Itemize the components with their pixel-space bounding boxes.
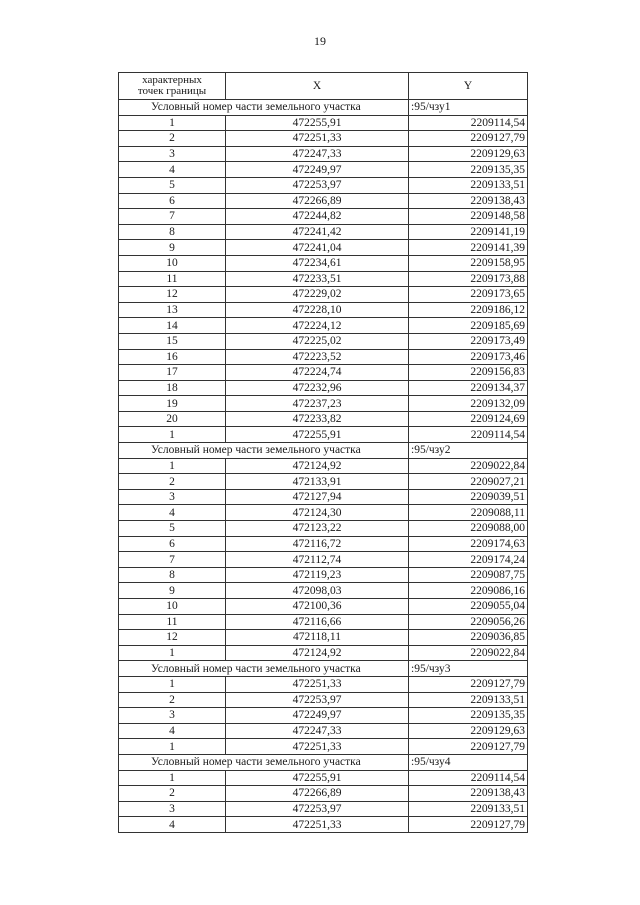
table-row bbox=[119, 162, 528, 178]
point-number-cell: 7 bbox=[119, 209, 226, 225]
y-coordinate-cell: 2209173,65 bbox=[409, 287, 528, 303]
point-number-cell: 1 bbox=[119, 676, 226, 692]
y-coordinate-cell: 2209129,63 bbox=[409, 146, 528, 162]
point-number-cell: 1 bbox=[119, 115, 226, 131]
x-coordinate-cell: 472244,82 bbox=[226, 209, 409, 225]
table-row bbox=[119, 458, 528, 474]
x-coordinate-cell: 472253,97 bbox=[226, 692, 409, 708]
y-coordinate-cell: 2209055,04 bbox=[409, 599, 528, 615]
y-coordinate-cell: 2209135,35 bbox=[409, 708, 528, 724]
table-row bbox=[119, 552, 528, 568]
point-number-cell: 8 bbox=[119, 567, 226, 583]
point-number-cell: 3 bbox=[119, 801, 226, 817]
x-coordinate-cell: 472224,12 bbox=[226, 318, 409, 334]
header-x: X bbox=[226, 73, 409, 100]
section-id: :95/чзу3 bbox=[409, 661, 528, 677]
point-number-cell: 8 bbox=[119, 224, 226, 240]
table-row bbox=[119, 536, 528, 552]
table-row bbox=[119, 723, 528, 739]
x-coordinate-cell: 472225,02 bbox=[226, 333, 409, 349]
table-row bbox=[119, 287, 528, 303]
table-row bbox=[119, 801, 528, 817]
table-row bbox=[119, 115, 528, 131]
x-coordinate-cell: 472133,91 bbox=[226, 474, 409, 490]
y-coordinate-cell: 2209132,09 bbox=[409, 396, 528, 412]
point-number-cell: 18 bbox=[119, 380, 226, 396]
point-number-cell: 12 bbox=[119, 630, 226, 646]
y-coordinate-cell: 2209036,85 bbox=[409, 630, 528, 646]
point-number-cell: 5 bbox=[119, 521, 226, 537]
x-coordinate-cell: 472119,23 bbox=[226, 567, 409, 583]
x-coordinate-cell: 472237,23 bbox=[226, 396, 409, 412]
header-point bbox=[119, 73, 226, 100]
point-number-cell: 2 bbox=[119, 474, 226, 490]
table-row bbox=[119, 645, 528, 661]
section-label: Условный номер части земельного участка bbox=[119, 754, 409, 770]
table-row bbox=[119, 489, 528, 505]
x-coordinate-cell: 472098,03 bbox=[226, 583, 409, 599]
y-coordinate-cell: 2209056,26 bbox=[409, 614, 528, 630]
y-coordinate-cell: 2209027,21 bbox=[409, 474, 528, 490]
y-coordinate-cell: 2209133,51 bbox=[409, 177, 528, 193]
point-number-cell: 7 bbox=[119, 552, 226, 568]
y-coordinate-cell: 2209174,24 bbox=[409, 552, 528, 568]
table-row bbox=[119, 396, 528, 412]
table-row bbox=[119, 302, 528, 318]
x-coordinate-cell: 472247,33 bbox=[226, 146, 409, 162]
point-number-cell: 1 bbox=[119, 645, 226, 661]
section-label: Условный номер части земельного участка bbox=[119, 443, 409, 459]
page-number: 19 bbox=[314, 34, 326, 48]
table-row bbox=[119, 224, 528, 240]
table-row bbox=[119, 599, 528, 615]
point-number-cell: 10 bbox=[119, 255, 226, 271]
y-coordinate-cell: 2209134,37 bbox=[409, 380, 528, 396]
point-number-cell: 16 bbox=[119, 349, 226, 365]
section-header-row bbox=[119, 100, 528, 116]
y-coordinate-cell: 2209022,84 bbox=[409, 645, 528, 661]
table-header-row bbox=[119, 73, 528, 100]
point-number-cell: 10 bbox=[119, 599, 226, 615]
y-coordinate-cell: 2209129,63 bbox=[409, 723, 528, 739]
table-row bbox=[119, 131, 528, 147]
y-coordinate-cell: 2209174,63 bbox=[409, 536, 528, 552]
x-coordinate-cell: 472229,02 bbox=[226, 287, 409, 303]
table-row bbox=[119, 255, 528, 271]
y-coordinate-cell: 2209141,19 bbox=[409, 224, 528, 240]
x-coordinate-cell: 472127,94 bbox=[226, 489, 409, 505]
table-row bbox=[119, 193, 528, 209]
table-row bbox=[119, 630, 528, 646]
point-number-cell: 13 bbox=[119, 302, 226, 318]
table-row bbox=[119, 583, 528, 599]
point-number-cell: 9 bbox=[119, 240, 226, 256]
x-coordinate-cell: 472255,91 bbox=[226, 427, 409, 443]
table-row bbox=[119, 365, 528, 381]
table-row bbox=[119, 177, 528, 193]
y-coordinate-cell: 2209133,51 bbox=[409, 801, 528, 817]
section-header-row bbox=[119, 661, 528, 677]
y-coordinate-cell: 2209039,51 bbox=[409, 489, 528, 505]
x-coordinate-cell: 472234,61 bbox=[226, 255, 409, 271]
table-row bbox=[119, 271, 528, 287]
x-coordinate-cell: 472241,04 bbox=[226, 240, 409, 256]
x-coordinate-cell: 472253,97 bbox=[226, 177, 409, 193]
point-number-cell: 2 bbox=[119, 131, 226, 147]
table-row bbox=[119, 521, 528, 537]
point-number-cell: 5 bbox=[119, 177, 226, 193]
header-point-line1: характерных bbox=[142, 74, 202, 86]
table-row bbox=[119, 739, 528, 755]
point-number-cell: 4 bbox=[119, 162, 226, 178]
table-row bbox=[119, 318, 528, 334]
point-number-cell: 4 bbox=[119, 505, 226, 521]
section-header-row bbox=[119, 443, 528, 459]
x-coordinate-cell: 472228,10 bbox=[226, 302, 409, 318]
point-number-cell: 6 bbox=[119, 536, 226, 552]
x-coordinate-cell: 472124,30 bbox=[226, 505, 409, 521]
x-coordinate-cell: 472247,33 bbox=[226, 723, 409, 739]
header-point-line2: точек границы bbox=[137, 85, 207, 97]
table-row bbox=[119, 474, 528, 490]
point-number-cell: 3 bbox=[119, 489, 226, 505]
point-number-cell: 1 bbox=[119, 770, 226, 786]
table-row bbox=[119, 240, 528, 256]
x-coordinate-cell: 472251,33 bbox=[226, 676, 409, 692]
section-id: :95/чзу2 bbox=[409, 443, 528, 459]
x-coordinate-cell: 472255,91 bbox=[226, 770, 409, 786]
point-number-cell: 9 bbox=[119, 583, 226, 599]
y-coordinate-cell: 2209086,16 bbox=[409, 583, 528, 599]
table-body bbox=[119, 100, 528, 833]
point-number-cell: 2 bbox=[119, 786, 226, 802]
x-coordinate-cell: 472232,96 bbox=[226, 380, 409, 396]
table-row bbox=[119, 786, 528, 802]
y-coordinate-cell: 2209124,69 bbox=[409, 411, 528, 427]
point-number-cell: 6 bbox=[119, 193, 226, 209]
y-coordinate-cell: 2209022,84 bbox=[409, 458, 528, 474]
x-coordinate-cell: 472233,82 bbox=[226, 411, 409, 427]
x-coordinate-cell: 472255,91 bbox=[226, 115, 409, 131]
y-coordinate-cell: 2209138,43 bbox=[409, 193, 528, 209]
y-coordinate-cell: 2209088,11 bbox=[409, 505, 528, 521]
y-coordinate-cell: 2209127,79 bbox=[409, 131, 528, 147]
y-coordinate-cell: 2209114,54 bbox=[409, 427, 528, 443]
table-row bbox=[119, 427, 528, 443]
y-coordinate-cell: 2209127,79 bbox=[409, 817, 528, 833]
coordinates-table bbox=[118, 72, 528, 833]
x-coordinate-cell: 472118,11 bbox=[226, 630, 409, 646]
point-number-cell: 1 bbox=[119, 739, 226, 755]
point-number-cell: 11 bbox=[119, 271, 226, 287]
y-coordinate-cell: 2209114,54 bbox=[409, 115, 528, 131]
y-coordinate-cell: 2209173,46 bbox=[409, 349, 528, 365]
point-number-cell: 4 bbox=[119, 817, 226, 833]
section-label: Условный номер части земельного участка bbox=[119, 100, 409, 116]
table-row bbox=[119, 380, 528, 396]
x-coordinate-cell: 472233,51 bbox=[226, 271, 409, 287]
y-coordinate-cell: 2209088,00 bbox=[409, 521, 528, 537]
x-coordinate-cell: 472112,74 bbox=[226, 552, 409, 568]
header-y: Y bbox=[409, 73, 528, 100]
point-number-cell: 4 bbox=[119, 723, 226, 739]
section-header-row bbox=[119, 754, 528, 770]
point-number-cell: 1 bbox=[119, 458, 226, 474]
section-id: :95/чзу1 bbox=[409, 100, 528, 116]
y-coordinate-cell: 2209173,88 bbox=[409, 271, 528, 287]
y-coordinate-cell: 2209173,49 bbox=[409, 333, 528, 349]
table-row bbox=[119, 411, 528, 427]
point-number-cell: 2 bbox=[119, 692, 226, 708]
x-coordinate-cell: 472251,33 bbox=[226, 739, 409, 755]
section-label: Условный номер части земельного участка bbox=[119, 661, 409, 677]
table-row bbox=[119, 770, 528, 786]
table-row bbox=[119, 333, 528, 349]
x-coordinate-cell: 472266,89 bbox=[226, 193, 409, 209]
x-coordinate-cell: 472251,33 bbox=[226, 817, 409, 833]
table-row bbox=[119, 146, 528, 162]
point-number-cell: 11 bbox=[119, 614, 226, 630]
y-coordinate-cell: 2209127,79 bbox=[409, 676, 528, 692]
table-row bbox=[119, 349, 528, 365]
x-coordinate-cell: 472249,97 bbox=[226, 162, 409, 178]
x-coordinate-cell: 472116,72 bbox=[226, 536, 409, 552]
x-coordinate-cell: 472224,74 bbox=[226, 365, 409, 381]
table-row bbox=[119, 692, 528, 708]
point-number-cell: 14 bbox=[119, 318, 226, 334]
point-number-cell: 17 bbox=[119, 365, 226, 381]
point-number-cell: 19 bbox=[119, 396, 226, 412]
x-coordinate-cell: 472124,92 bbox=[226, 645, 409, 661]
y-coordinate-cell: 2209185,69 bbox=[409, 318, 528, 334]
table-row bbox=[119, 567, 528, 583]
x-coordinate-cell: 472223,52 bbox=[226, 349, 409, 365]
y-coordinate-cell: 2209114,54 bbox=[409, 770, 528, 786]
x-coordinate-cell: 472100,36 bbox=[226, 599, 409, 615]
point-number-cell: 1 bbox=[119, 427, 226, 443]
x-coordinate-cell: 472251,33 bbox=[226, 131, 409, 147]
y-coordinate-cell: 2209148,58 bbox=[409, 209, 528, 225]
y-coordinate-cell: 2209158,95 bbox=[409, 255, 528, 271]
y-coordinate-cell: 2209186,12 bbox=[409, 302, 528, 318]
point-number-cell: 20 bbox=[119, 411, 226, 427]
point-number-cell: 15 bbox=[119, 333, 226, 349]
x-coordinate-cell: 472123,22 bbox=[226, 521, 409, 537]
table-row bbox=[119, 614, 528, 630]
point-number-cell: 3 bbox=[119, 708, 226, 724]
table-row bbox=[119, 209, 528, 225]
section-id: :95/чзу4 bbox=[409, 754, 528, 770]
point-number-cell: 12 bbox=[119, 287, 226, 303]
point-number-cell: 3 bbox=[119, 146, 226, 162]
y-coordinate-cell: 2209127,79 bbox=[409, 739, 528, 755]
x-coordinate-cell: 472241,42 bbox=[226, 224, 409, 240]
y-coordinate-cell: 2209141,39 bbox=[409, 240, 528, 256]
x-coordinate-cell: 472116,66 bbox=[226, 614, 409, 630]
y-coordinate-cell: 2209156,83 bbox=[409, 365, 528, 381]
table-row bbox=[119, 505, 528, 521]
y-coordinate-cell: 2209138,43 bbox=[409, 786, 528, 802]
table-row bbox=[119, 817, 528, 833]
x-coordinate-cell: 472266,89 bbox=[226, 786, 409, 802]
table-row bbox=[119, 676, 528, 692]
y-coordinate-cell: 2209133,51 bbox=[409, 692, 528, 708]
x-coordinate-cell: 472253,97 bbox=[226, 801, 409, 817]
x-coordinate-cell: 472249,97 bbox=[226, 708, 409, 724]
y-coordinate-cell: 2209087,75 bbox=[409, 567, 528, 583]
x-coordinate-cell: 472124,92 bbox=[226, 458, 409, 474]
y-coordinate-cell: 2209135,35 bbox=[409, 162, 528, 178]
table-row bbox=[119, 708, 528, 724]
